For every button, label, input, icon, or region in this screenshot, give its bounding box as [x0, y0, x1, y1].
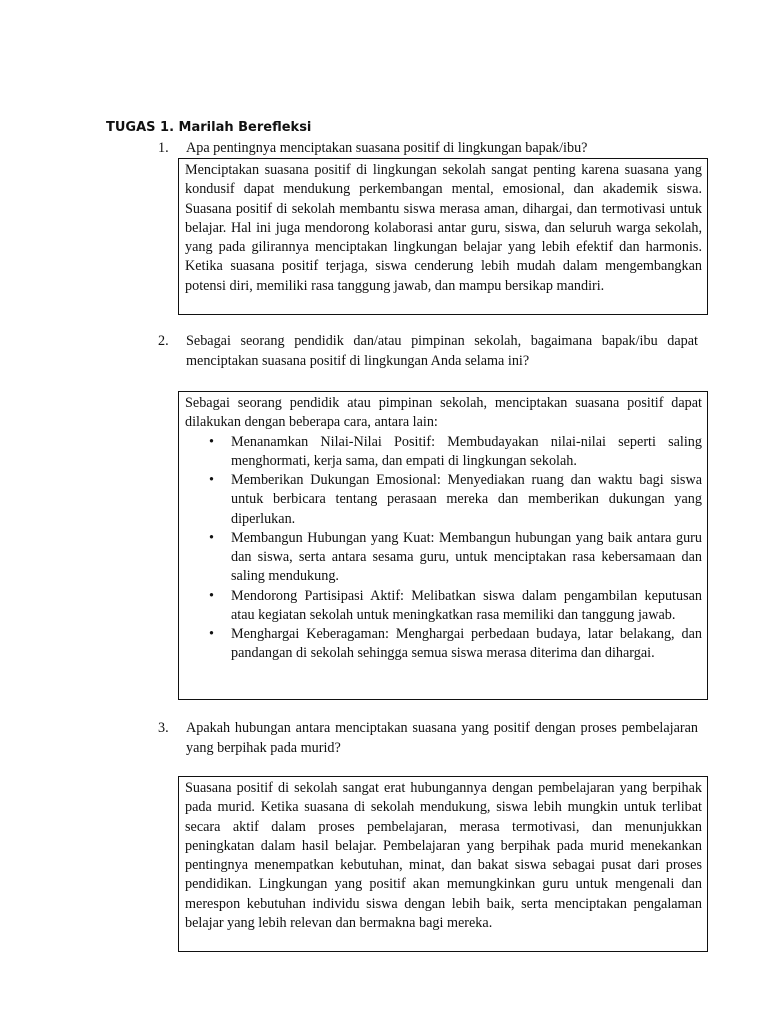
list-item-text: Memberikan Dukungan Emosional: Menyediakan ruang dan waktu bagi siswa untuk berbicara tentang perasaan mereka dan memberikan dukungan yang diperlukan. [231, 472, 702, 527]
question-number: 3. [158, 720, 169, 736]
question-text: Sebagai seorang pendidik dan/atau pimpinan sekolah, bagaimana bapak/ibu dapat menciptakan suasana positif di lingkungan Anda selama ini? [186, 333, 698, 369]
question-number: 1. [158, 140, 169, 156]
list-item [209, 587, 702, 626]
answer-intro: Sebagai seorang pendidik atau pimpinan sekolah, menciptakan suasana positif dapat dilakukan dengan beberapa cara, antara lain: [185, 395, 702, 431]
list-item-text: Mendorong Partisipasi Aktif: Melibatkan siswa dalam pengambilan keputusan atau kegiatan sekolah untuk meningkatkan rasa memiliki dan tanggung jawab. [231, 587, 702, 623]
list-item [209, 625, 702, 664]
bullet-icon: • [209, 626, 214, 642]
list-item-text: Menanamkan Nilai-Nilai Positif: Membudayakan nilai-nilai seperti saling menghormati, kerja sama, dan empati di lingkungan sekolah. [231, 433, 702, 469]
answer-box-2 [178, 391, 708, 700]
question-text: Apakah hubungan antara menciptakan suasana yang positif dengan proses pembelajaran yang berpihak pada murid? [186, 720, 698, 756]
question-text: Apa pentingnya menciptakan suasana positif di lingkungan bapak/ibu? [186, 140, 588, 156]
answer-text: Suasana positif di sekolah sangat erat hubungannya dengan pembelajaran yang berpihak pada murid. Ketika suasana di sekolah mendukung, siswa lebih mungkin untuk terlibat secara aktif dalam proses pembelajaran, merasa termotivasi, dan menunjukkan peningkatan dalam hasil belajar. Pembelajaran yang berpihak pada murid menekankan pentingnya menempatkan kebutuhan, minat, dan bakat siswa sebagai pusat dari proses pendidikan. Lingkungan yang positif akan memungkinkan guru untuk mengenali dan merespon kebutuhan individu siswa dengan lebih baik, serta menciptakan pengalaman belajar yang lebih relevan dan bermakna bagi mereka. [185, 780, 702, 931]
answer-bullet-list [185, 433, 702, 664]
bullet-icon: • [209, 529, 214, 546]
bullet-icon: • [209, 433, 214, 450]
bullet-icon: • [209, 587, 214, 604]
list-item [209, 471, 702, 529]
list-item-text: Membangun Hubungan yang Kuat: Membangun hubungan yang baik antara guru dan siswa, serta antara sesama guru, untuk menciptakan rasa kebersamaan dan saling mendukung. [231, 529, 702, 585]
list-item-text: Menghargai Keberagaman: Menghargai perbedaan budaya, latar belakang, dan pandangan di sekolah sehingga semua siswa merasa diterima dan dihargai. [231, 626, 702, 662]
answer-box-3 [178, 776, 708, 952]
list-item [209, 433, 702, 472]
question-number: 2. [158, 333, 169, 349]
bullet-icon: • [209, 472, 214, 488]
answer-box-1 [178, 158, 708, 315]
page-title: TUGAS 1. Marilah Berefleksi [106, 120, 312, 135]
list-item [209, 529, 702, 587]
answer-text: Menciptakan suasana positif di lingkungan sekolah sangat penting karena suasana yang kondusif dapat mendukung perkembangan mental, emosional, dan akademik siswa. Suasana positif di sekolah membantu siswa merasa aman, dihargai, dan termotivasi untuk belajar. Hal ini juga mendorong kolaborasi antar guru, siswa, dan seluruh warga sekolah, yang pada gilirannya menciptakan lingkungan belajar yang lebih efektif dan harmonis. Ketika suasana positif terjaga, siswa cenderung lebih mudah dalam mengembangkan potensi diri, memiliki rasa tanggung jawab, dan mampu bersikap mandiri. [185, 162, 702, 294]
